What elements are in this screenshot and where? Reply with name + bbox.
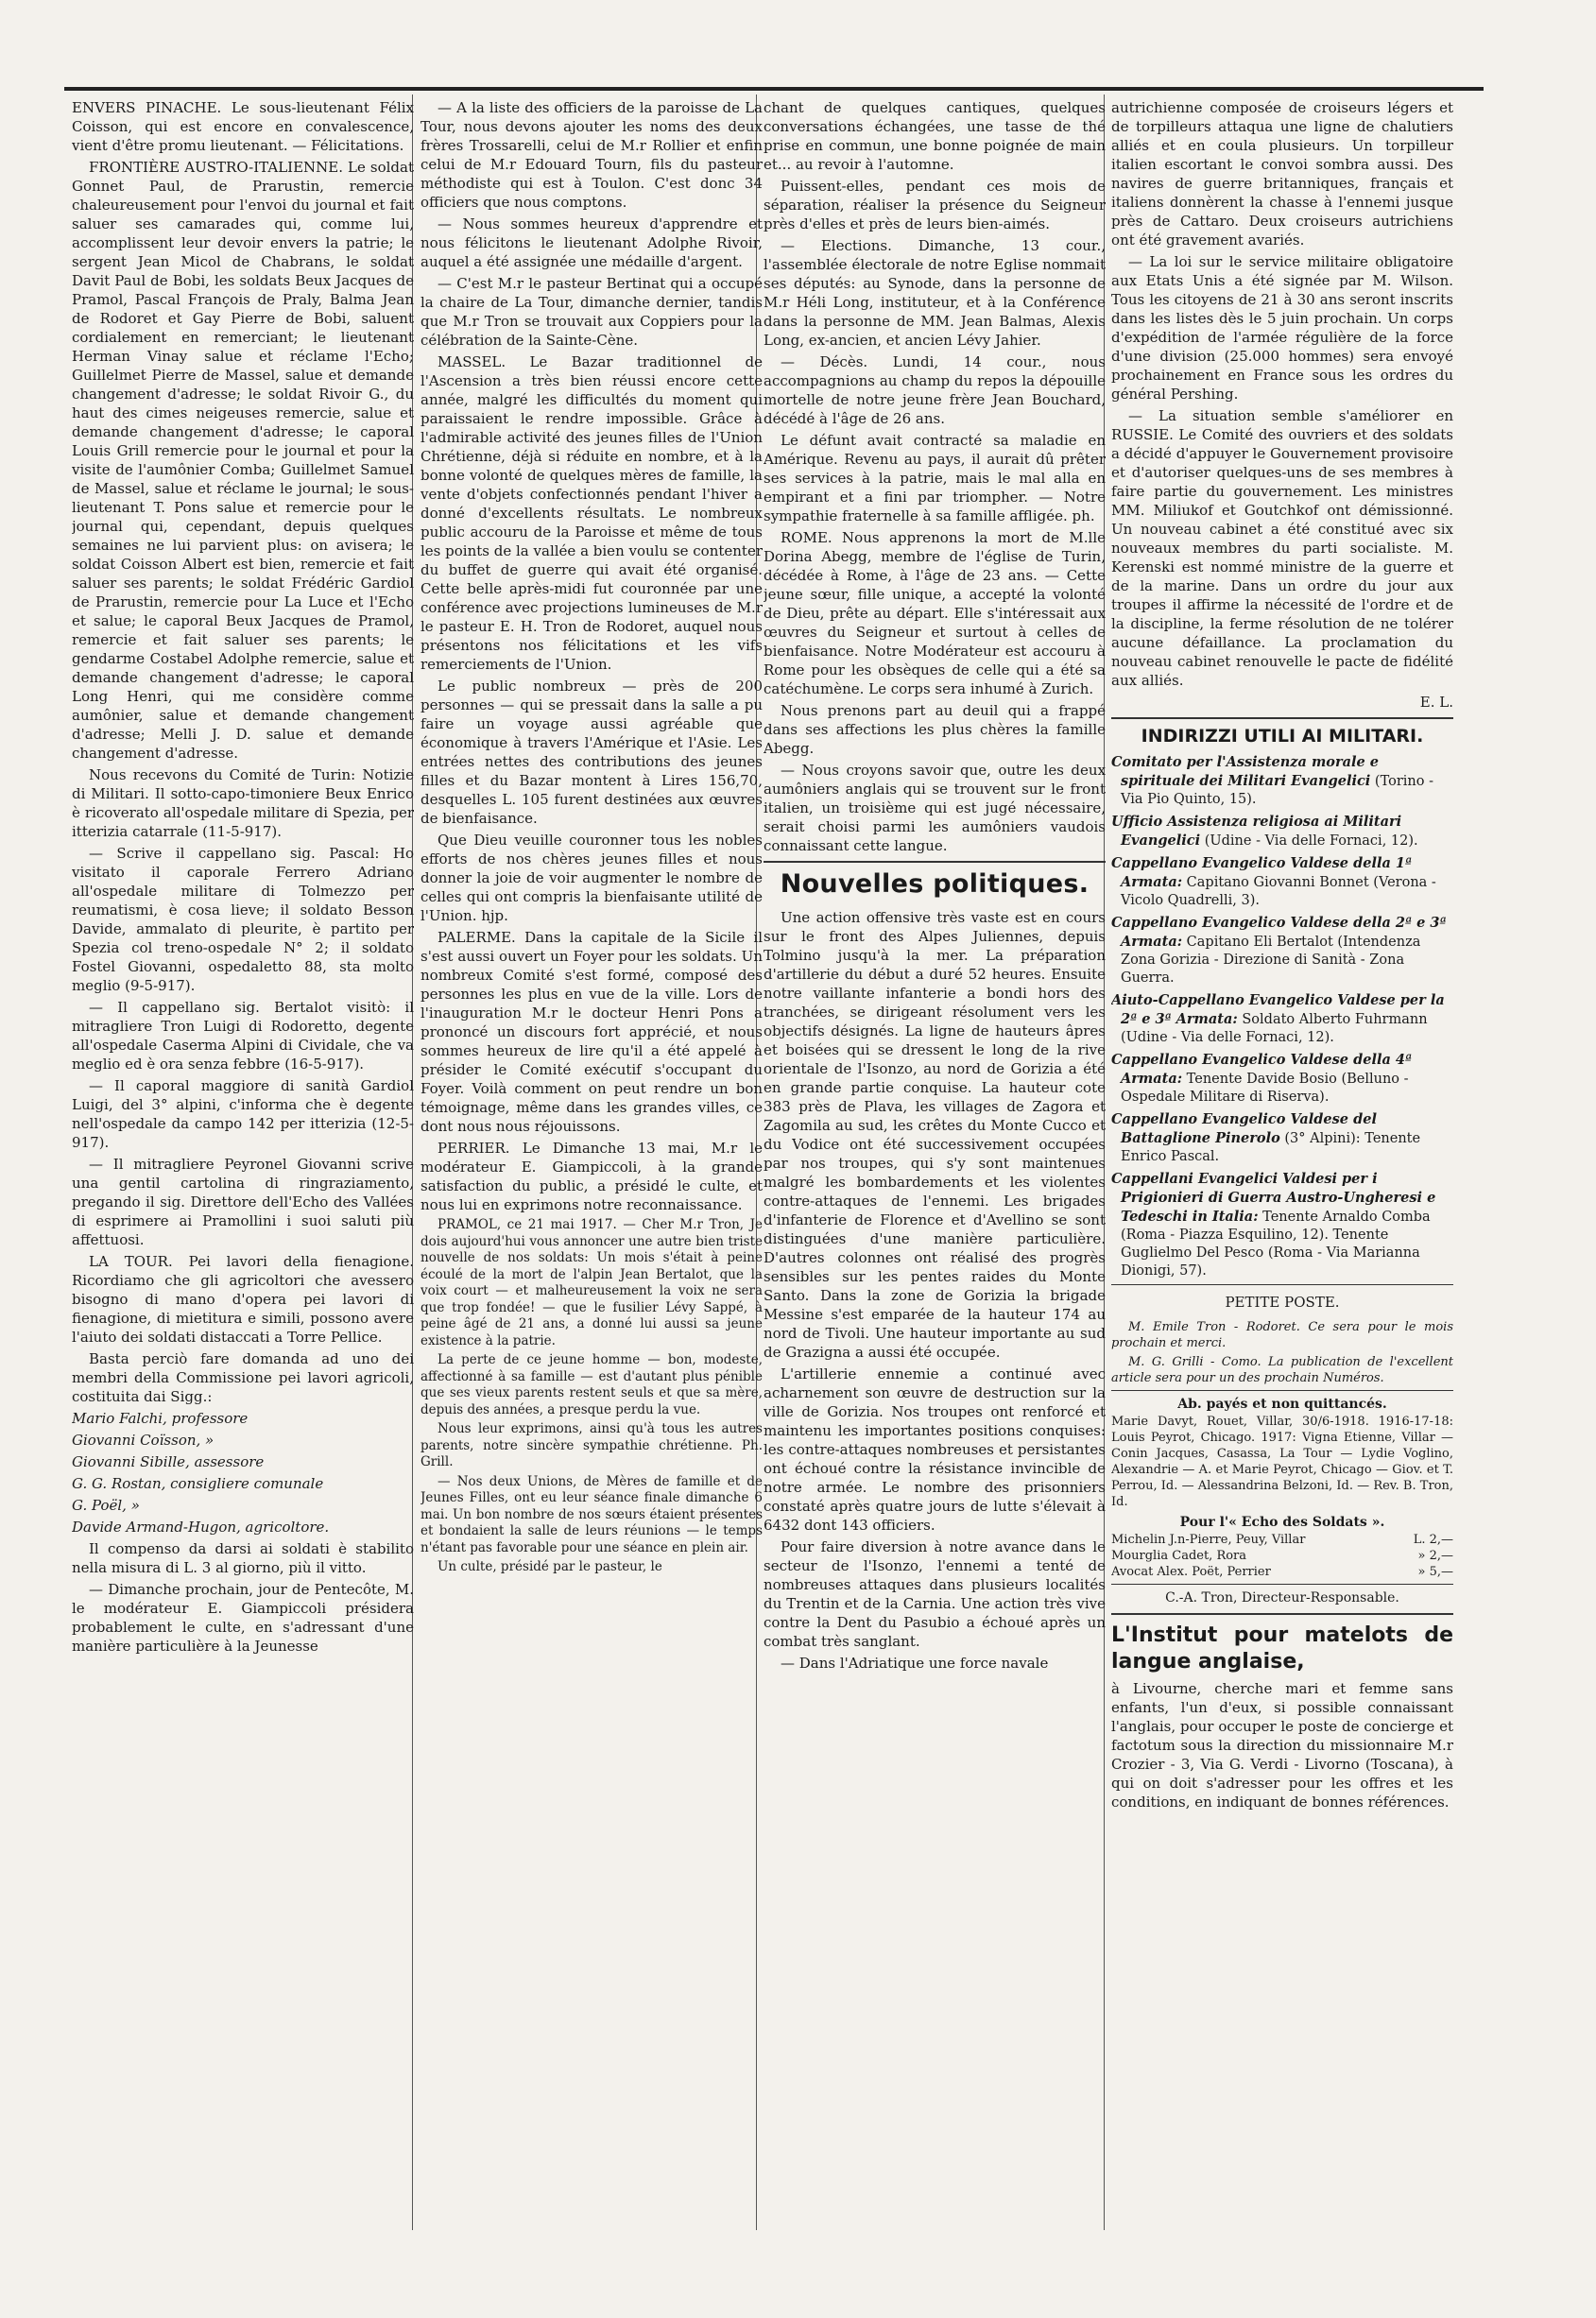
address-entry: Cappellano Evangelico Valdese del Battaglione Pinerolo (3° Alpini): Tenente Enrico Pascal. xyxy=(1111,1111,1421,1164)
article-paragraph: — Nous sommes heureux d'apprendre et nous félicitons le lieutenant Adolphe Rivoir, auquel a été assignée une médaille d'argent. xyxy=(420,215,763,270)
article-envers-pinache: ENVERS PINACHE. Le sous-lieutenant Félix Coisson, qui est encore en convalescence, vient d'être promu lieutenant. — Félicitations. xyxy=(72,99,414,154)
commission-member: Giovanni Sibille, assessore xyxy=(72,1453,265,1470)
article-massel: MASSEL. Le Bazar traditionnel de l'Ascension a très bien réussi encore cette année, malgré les difficultés du moment qui paraissaient le rendre impossible. Grâce à l'admirable activité des jeunes filles de l'Union Chrétienne, déjà si réduite en nombre, et à la bonne volonté de quelques mères de famille, la vente d'objets confectionnés pendant l'hiver a donné d'excellents résultats. Le nombreux public accouru de la Paroisse et même de tous les points de la vallée a bien voulu se contenter du buffet de guerre qui avait été organisé. Cette belle après-midi fut couronnée par une conférence avec projections lumineuses de M.r le pasteur E. H. Tron de Rodoret, auquel nous présentons nos félicitations et les vifs remerciements de l'Union. xyxy=(420,353,763,673)
address-entry: Cappellano Evangelico Valdese della 1ª Armata: Capitano Giovanni Bonnet (Verona - Vicolo Quadrelli, 3). xyxy=(1111,855,1436,908)
commission-member: G. Poël, » xyxy=(72,1497,140,1514)
article-frontiere: FRONTIÈRE AUSTRO-ITALIENNE. Le soldat Gonnet Paul, de Prarustin, remercie chaleureusement pour l'envoi du journal et fait saluer ses camarades qui, comme lui, accomplissent leur devoir envers la patrie; le sergent Jean Micol de Chabrans, le soldat Davit Paul de Bobi, les soldats Beux Jacques de Pramol, Pascal François de Praly, Balma Jean de Rodoret et Gay Pierre de Bobi, saluent cordialement en remerciant; le lieutenant Herman Vinay salue et réclame l'Echo; Guillelmet Pierre de Massel, salue et demande changement d'adresse; le soldat Rivoir G., du haut des cimes neigeuses remercie, salue et demande changement d'adresse; le caporal Louis Grill remercie pour le journal et pour la visite de l'aumônier Comba; Guillelmet Samuel de Massel, salue et réclame le journal; le sous-lieutenant T. Pons salue et remercie pour le journal qui, cependant, depuis quelques semaines ne lui parvient plus: on avisera; le soldat Coisson Albert est bien, remercie et fait saluer ses parents; le soldat Frédéric Gardiol de Prarustin, remercie pour La Luce et l'Echo et salue; le caporal Beux Jacques de Pramol, remercie et fait saluer ses parents; le gendarme Costabel Adolphe remercie, salue et demande changement d'adresse; le caporal Long Henri, qui me considère comme aumônier, salue et demande changement d'adresse; Melli J. D. salue et demande changement d'adresse. xyxy=(72,159,414,762)
politics-paragraph: Une action offensive très vaste est en cours sur le front des Alpes Juliennes, depuis Tolmino jusqu'à la mer. La préparation d'artillerie du début a duré 52 heures. Ensuite notre vaillante infanterie a bondi hors des tranchées, se dirigeant résolument vers les objectifs désignés. La ligne de hauteurs âpres et boisées qui se dressent le long de la rive orientale de l'Isonzo, au nord de Gorizia a été en grande partie conquise. La hauteur cote 383 près de Plava, les villages de Zagora et Zagomila au sud, les crêtes du Monte Cucco et du Vodice ont été successivement occupées par nos troupes, qui s'y sont maintenues malgré les bombardements et les violentes contre-attaques de l'ennemi. Les brigades d'infanterie de Florence et d'Avellino se sont distinguées d'une manière particulière. D'autres colonnes ont réalisé des progrès sensibles sur les pentes raides du Monte Santo. Dans la zone de Gorizia la brigade Messine s'est emparée de la hauteur 174 au nord de Tivoli. Une hauteur importante au sud de Grazigna a aussi été occupée. xyxy=(764,909,1106,1361)
section-rule xyxy=(1111,1390,1453,1391)
commission-member: Davide Armand-Hugon, agricoltore. xyxy=(72,1519,330,1536)
advert-text: à Livourne, cherche mari et femme sans enfants, l'un d'eux, si possible connaissant l'anglais, pour occuper le poste de concierge et factotum sous la direction du missionnaire M.r Crozier - 3, Via G. Verdi - Livorno (Toscana), à qui on doit s'adresser pour les offres et les conditions, en indiquant de bonnes références. xyxy=(1111,1680,1453,1811)
column-3 xyxy=(764,98,1106,2262)
section-rule xyxy=(764,861,1106,863)
address-entry: Comitato per l'Assistenza morale e spirituale dei Militari Evangelici (Torino - Via Pio Quinto, 15). xyxy=(1111,754,1433,807)
section-rule xyxy=(1111,1613,1453,1615)
article-la-tour: LA TOUR. Pei lavori della fienagione. Ricordiamo che gli agricoltori che avessero bisogno di mano d'opera pei lavori di fienagione, di mietitura e simili, possono avere l'aiuto dei soldati distaccati a Torre Pellice. xyxy=(72,1253,414,1346)
abonnements-heading: Ab. payés et non quittancés. xyxy=(1177,1397,1387,1412)
politics-paragraph: — Dans l'Adriatique une force navale xyxy=(781,1655,1049,1672)
column-2 xyxy=(420,98,763,2262)
politics-paragraph: Pour faire diversion à notre avance dans le secteur de l'Isonzo, l'ennemi a tenté de nombreuses attaques dans plusieurs localités du Trentin et de la Carnia. Une action très vive contre la Dent du Pasubio a échoué après un combat très sanglant. xyxy=(764,1538,1106,1650)
article-pramol: PRAMOL, ce 21 mai 1917. — Cher M.r Tron, Je dois aujourd'hui vous annoncer une autre bien triste nouvelle de nos soldats: Un mois s'était à peine écoulé de la mort de l'alpin Jean Bertalot, que la voix court — et malheureusement la voix ne sera que trop fondée! — que le fusilier Lévy Sappé, à peine âgé de 21 ans, a donné lui aussi sa jeune existence à la patrie. xyxy=(420,1217,763,1348)
address-entry: Cappellani Evangelici Valdesi per i Prigionieri di Guerra Austro-Ungheresi e Tedeschi in Italia: Tenente Arnaldo Comba (Roma - Piazza Esquilino, 12). Tenente Guglielmo Del Pesco (Roma - Via Marianna Dionigi, 57). xyxy=(1111,1171,1436,1279)
top-rule xyxy=(64,87,1484,91)
article-perrier: PERRIER. Le Dimanche 13 mai, M.r le modérateur E. Giampiccoli, à la grande satisfaction du public, a présidé le culte, et nous lui en exprimons notre reconnaissance. xyxy=(420,1140,763,1213)
article-paragraph: Basta perciò fare domanda ad uno dei membri della Commissione pei lavori agricoli, costituita dai Sigg.: xyxy=(72,1350,414,1405)
addresses-heading: INDIRIZZI UTILI AI MILITARI. xyxy=(1141,726,1424,747)
commission-member: Giovanni Coïsson, » xyxy=(72,1432,215,1449)
petite-poste-item: M. G. Grilli - Como. La publication de l'excellent article sera pour un des prochain Numéros. xyxy=(1111,1355,1453,1385)
advert-heading: L'Institut pour matelots de langue anglaise, xyxy=(1111,1623,1453,1674)
article-paragraph: — Il mitragliere Peyronel Giovanni scrive una gentil cartolina di ringraziamento, pregando il sig. Direttore dell'Echo des Vallées di esprimere ai Pramollini i suoi saluti più affettuosi. xyxy=(72,1156,414,1248)
article-palerme: PALERME. Dans la capitale de la Sicile il s'est aussi ouvert un Foyer pour les soldats. Un nombreux Comité s'est formé, composé des personnes les plus en vue de la ville. Lors de l'inauguration M.r le docteur Henri Pons a prononcé un discours fort apprécié, et nous sommes heureux de lire qu'il a été appelé à présider le Comité exécutif s'occupant du Foyer. Voilà comment on peut rendre un bon témoignage, même dans les grandes villes, ce dont nous nous réjouissons. xyxy=(420,929,763,1135)
section-rule xyxy=(1111,1284,1453,1285)
article-paragraph: Le défunt avait contracté sa maladie en Amérique. Revenu au pays, il aurait dû prêter ses services à la patrie, mais le mal alla en empirant et a fini par triompher. — Notre sympathie fraternelle à sa famille affligée. ph. xyxy=(764,432,1106,524)
politics-continued: autrichienne composée de croiseurs légers et de torpilleurs attaqua une ligne de chalutiers alliés et en coula plusieurs. Un torpilleur italien escortant le convoi sombra aussi. Des navires de guerre britanniques, français et italiens donnèrent la chasse à l'ennemi jusque près de Cattaro. Deux croiseurs autrichiens ont été gravement avariés. xyxy=(1111,99,1453,249)
address-entry: Aiuto-Cappellano Evangelico Valdese per la 2ª e 3ª Armata: Soldato Alberto Fuhrmann (Udine - Via delle Fornaci, 12). xyxy=(1111,992,1445,1045)
article-paragraph: Le public nombreux — près de 200 personnes — qui se pressait dans la salle a pu faire un voyage aussi agréable que économique à travers l'Amérique et l'Asie. Les entrées nettes des contributions des jeunes filles et du Bazar montent à Lires 156,70, desquelles L. 105 furent destinées aux œuvres de bienfaisance. xyxy=(420,678,763,827)
petite-poste-item: M. Emile Tron - Rodoret. Ce sera pour le mois prochain et merci. xyxy=(1111,1320,1453,1350)
article-comite-turin: Nous recevons du Comité de Turin: Notizie di Militari. Il sotto-capo-timoniere Beux Enrico è ricoverato all'ospedale militare di Spezia, per itterizia catarrale (11-5-917). xyxy=(72,766,414,840)
article-paragraph: Il compenso da darsi ai soldati è stabilito nella misura di L. 3 al giorno, più il vitto. xyxy=(72,1540,414,1576)
addresses-list xyxy=(1111,753,1453,1280)
donation-row: Michelin J.n-Pierre, Peuy, Villar L. 2,— xyxy=(1111,1533,1453,1547)
article-paragraph: La perte de ce jeune homme — bon, modeste, affectionné à sa famille — est d'autant plus pénible que ses vieux parents restent seuls et que sa mère, depuis des années, a presque perdu la vue. xyxy=(420,1352,763,1417)
article-paragraph: — Il cappellano sig. Bertalot visitò: il mitragliere Tron Luigi di Rodoretto, degente all'ospedale Caserma Alpini di Cividale, che va meglio ed è ora senza febbre (16-5-917). xyxy=(72,999,414,1073)
article-elections: — Elections. Dimanche, 13 cour., l'assemblée électorale de notre Eglise nommait ses députés: au Synode, dans la personne de M.r Héli Long, instituteur, et à la Conférence dans la personne de MM. Jean Balmas, Alexis Long, ex-ancien, et ancien Lévy Jahier. xyxy=(764,237,1106,349)
article-paragraph: Nous prenons part au deuil qui a frappé dans ses affections les plus chères la famille Abegg. xyxy=(764,702,1106,757)
commission-member: Mario Falchi, professore xyxy=(72,1410,249,1427)
section-rule xyxy=(1111,717,1453,719)
address-entry: Cappellano Evangelico Valdese della 4ª Armata: Tenente Davide Bosio (Belluno - Ospedale Militare di Riserva). xyxy=(1111,1052,1413,1105)
article-paragraph: — Nous croyons savoir que, outre les deux aumôniers anglais qui se trouvent sur le front italien, un troisième qui est jugé nécessaire, serait choisi parmi les aumôniers vaudois connaissant cette langue. xyxy=(764,762,1106,854)
column-4 xyxy=(1111,98,1453,2262)
article-deces: — Décès. Lundi, 14 cour., nous accompagnions au champ du repos la dépouille mortelle de notre jeune frère Jean Bouchard, décédé à l'âge de 26 ans. xyxy=(764,353,1106,427)
politics-paragraph: — La situation semble s'améliorer en RUSSIE. Le Comité des ouvriers et des soldats a décidé d'appuyer le Gouvernement provisoire et d'autoriser quelques-uns de ses membres à faire partie du gouvernement. Les ministres MM. Miliukof et Goutchkof ont démissionné. Un nouveau cabinet a été constitué avec six nouveaux membres du parti socialiste. M. Kerenski est nommé ministre de la guerre et de la marine. Dans un ordre du jour aux troupes il affirme la nécessité de l'ordre et de la discipline, la ferme résolution de ne tolérer aucune défaillance. La proclamation du nouveau cabinet renouvelle le pacte de fidélité aux alliés. xyxy=(1111,407,1453,689)
article-paragraph: — Nos deux Unions, de Mères de famille et de Jeunes Filles, ont eu leur séance finale dimanche 6 mai. Un bon nombre de nos sœurs étaient présentes et bondaient la salle de leurs réunions — le temps n'étant pas favorable pour une séance en plein air. xyxy=(420,1473,763,1555)
article-paragraph: Un culte, présidé par le pasteur, le xyxy=(438,1559,662,1574)
article-paragraph: Nous leur exprimons, ainsi qu'à tous les autres parents, notre sincère sympathie chrétienne. Ph. Grill. xyxy=(420,1421,763,1469)
address-entry: Cappellano Evangelico Valdese della 2ª e 3ª Armata: Capitano Eli Bertalot (Intendenza Zona Gorizia - Direzione di Sanità - Zona Guerra. xyxy=(1111,915,1447,986)
donation-row: Avocat Alex. Poët, Perrier » 5,— xyxy=(1111,1565,1453,1579)
article-paragraph: — Il caporal maggiore di sanità Gardiol Luigi, del 3° alpini, c'informa che è degente nell'ospedale da campo 142 per itterizia (12-5-917). xyxy=(72,1077,414,1151)
article-paragraph: Que Dieu veuille couronner tous les nobles efforts de nos chères jeunes filles et nous donner la joie de voir augmenter le nombre de celles qui ont compris la bienfaisante utilité de l'Union. hjp. xyxy=(420,832,763,924)
article-paragraph: — Scrive il cappellano sig. Pascal: Ho visitato il caporale Ferrero Adriano all'ospedale militare di Tolmezzo per reumatismi, è cosa lieve; il soldato Besson Davide, ammalato di pleurite, è partito per Spezia col treno-ospedale N° 2; il soldato Fostel Giovanni, ospedaletto 88, sta molto meglio (9-5-917). xyxy=(72,845,414,994)
commission-member: G. G. Rostan, consigliere comunale xyxy=(72,1475,324,1492)
director-line: C.-A. Tron, Directeur-Responsable. xyxy=(1165,1590,1399,1605)
signature: E. L. xyxy=(1419,694,1453,711)
article-paragraph: — C'est M.r le pasteur Bertinat qui a occupé la chaire de La Tour, dimanche dernier, tandis que M.r Tron se trouvait aux Coppiers pour la célébration de la Sainte-Cène. xyxy=(420,275,763,349)
politics-paragraph: L'artillerie ennemie a continué avec acharnement son œuvre de destruction sur la ville de Gorizia. Nos troupes ont renforcé et maintenu les importantes positions conquises: les contre-attaques nombreuses et persistantes ont échoué contre la résistance invincible de notre armée. Le nombre des prisonniers constaté après quatre jours de lutte s'élevait à 6432 dont 143 officiers. xyxy=(764,1365,1106,1534)
article-rome: ROME. Nous apprenons la mort de M.lle Dorina Abegg, membre de l'église de Turin, décédée à Rome, à l'âge de 23 ans. — Cette jeune sœur, fille unique, a accepté la volonté de Dieu, prête au départ. Elle s'intéressait aux œuvres du Seigneur et surtout à celles de bienfaisance. Notre Modérateur est accouru à Rome pour les obsèques de celle qui a été sa catéchumène. Le corps sera inhumé à Zurich. xyxy=(764,529,1106,697)
abonnements-text: Marie Davyt, Rouet, Villar, 30/6-1918. 1916-17-18: Louis Peyrot, Chicago. 1917: Vigna Etienne, Villar — Conin Jacques, Casassa, La Tour — Lydie Voglino, Alexandrie — A. et Marie Peyrot, Chicago — Giov. et T. Perrou, Id. — Alessandrina Belzoni, Id. — Rev. B. Tron, Id. xyxy=(1111,1415,1453,1509)
article-paragraph: — Dimanche prochain, jour de Pentecôte, M. le modérateur E. Giampiccoli présidera probablement le culte, en s'adressant d'une manière particulière à la Jeunesse xyxy=(72,1581,414,1655)
article-paragraph: chant de quelques cantiques, quelques conversations échangées, une tasse de thé prise en commun, une bonne poignée de main et... au revoir à l'automne. xyxy=(764,99,1106,173)
politics-heading: Nouvelles politiques. xyxy=(780,869,1090,899)
politics-paragraph: — La loi sur le service militaire obligatoire aux Etats Unis a été signée par M. Wilson. Tous les citoyens de 21 à 30 ans seront inscrits dans les listes dès le 5 juin prochain. Un corps d'expédition de l'armée régulière de la force d'une division (25.000 hommes) sera envoyé prochainement en France sous les ordres du général Pershing. xyxy=(1111,253,1453,403)
donation-row: Mourglia Cadet, Rora » 2,— xyxy=(1111,1549,1453,1563)
column-1 xyxy=(72,98,414,2262)
address-entry: Ufficio Assistenza religiosa ai Militari Evangelici (Udine - Via delle Fornaci, 12). xyxy=(1111,814,1418,849)
article-paragraph: Puissent-elles, pendant ces mois de séparation, réaliser la présence du Seigneur près d'elles et près de leurs bien-aimés. xyxy=(764,178,1106,232)
section-rule xyxy=(1111,1584,1453,1585)
article-paragraph: — A la liste des officiers de la paroisse de La Tour, nous devons ajouter les noms des deux frères Trossarelli, celui de M.r Rollier et enfin celui de M.r Edouard Tourn, fils du pasteur méthodiste qui est à Toulon. C'est donc 34 officiers que nous comptons. xyxy=(420,99,763,211)
petite-poste-heading: PETITE POSTE. xyxy=(1225,1294,1340,1311)
echo-soldats-heading: Pour l'« Echo des Soldats ». xyxy=(1179,1515,1385,1530)
